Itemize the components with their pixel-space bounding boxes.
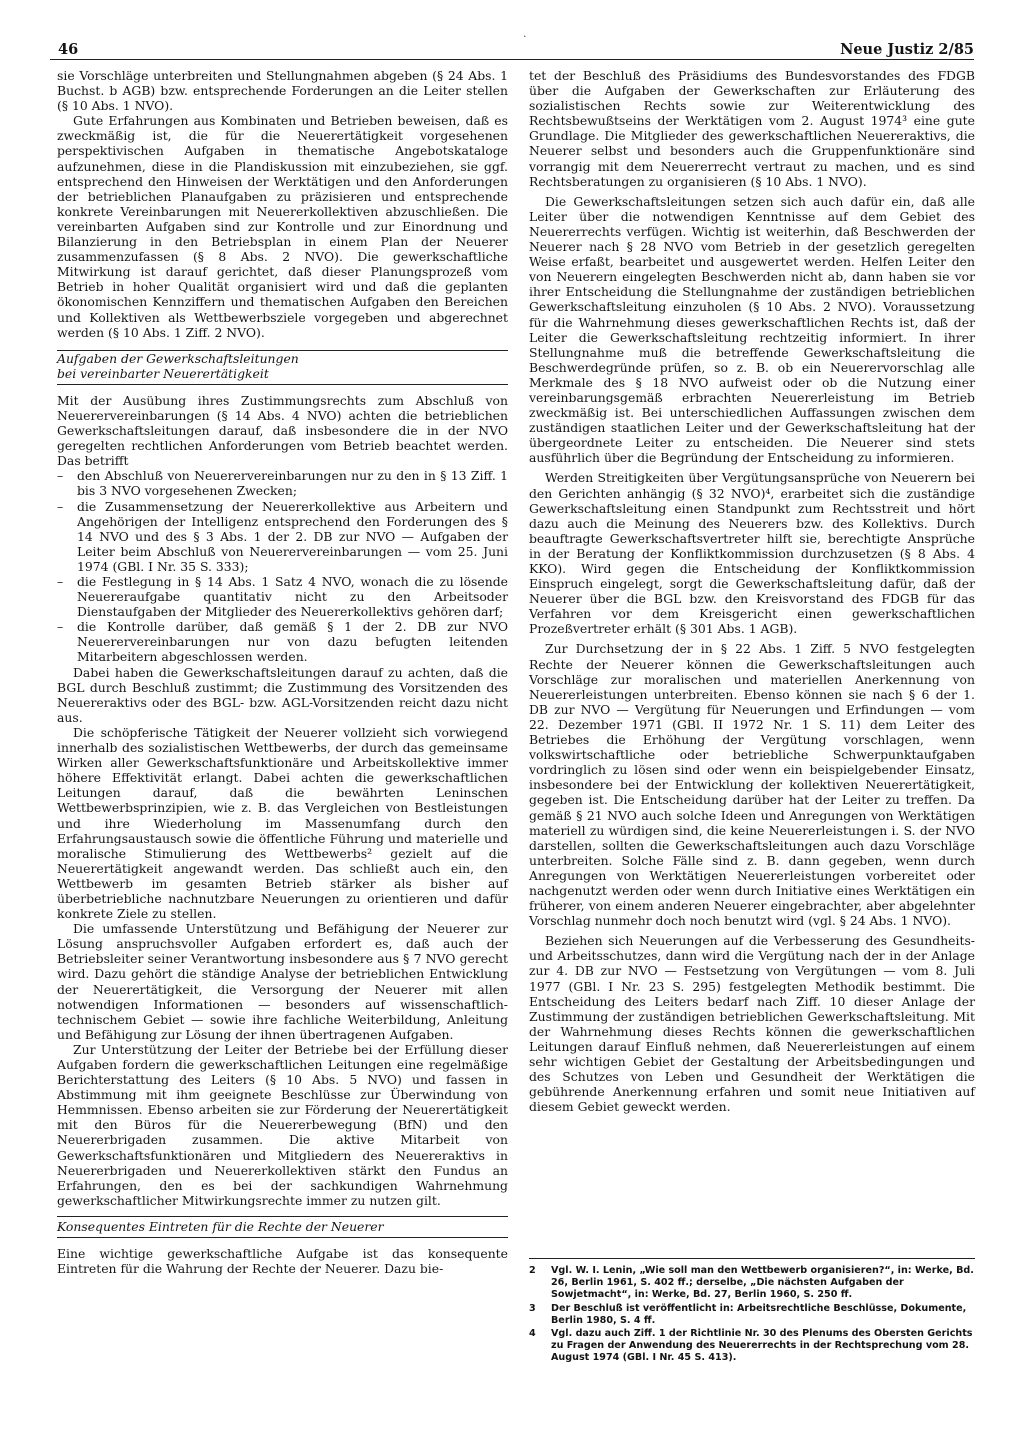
paragraph: Gute Erfahrungen aus Kombinaten und Betrieben beweisen, daß es zweckmäßig ist, die für die Neuerertätigkeit vorgesehenen perspektivischen Aufgaben in thematische Angebotskataloge aufzunehmen, diese in die Plandiskussion mit einzubeziehen, sie ggf. entsprechend den Hinweisen der Werktätigen und den Anforderungen der betrieblichen Planaufgaben zu präzisieren und entsprechende konkrete Vereinbarungen mit Neuererkollektiven abzuschließen. Die vereinbarten Aufgaben sind zur Kontrolle und zur Einordnung und Bilanzierung in den Betriebsplan in einem Plan der Neuerer zusammenzufassen (§ 8 Abs. 2 NVO). Die gewerkschaftliche Mitwirkung ist darauf gerichtet, daß dieser Planungsprozeß vom Betrieb in hoher Qualität organisiert wird und daß die geplanten ökonomischen Kennziffern und thematischen Aufgaben den Bereichen und Kollektiven als Wettbewerbsziele vorgegeben und abgerechnet werden (§ 10 Abs. 1 Ziff. 2 NVO). (57, 113, 508, 340)
paragraph: Dabei haben die Gewerkschaftsleitungen darauf zu achten, daß die BGL durch Beschluß zustimmt; die Zustimmung des Vorsitzenden des Neuereraktivs oder des BGL- bzw. AGL-Vorsitzenden reicht dazu nicht aus. (57, 664, 508, 725)
footnote-number: 4 (529, 1328, 536, 1340)
paragraph: Beziehen sich Neuerungen auf die Verbesserung des Gesundheits- und Arbeitsschutzes, dann wird die Vergütung nach der in der Anlage zur 4. DB zur NVO — Festsetzung von Vergütungen — vom 8. Juli 1977 (GBl. I Nr. 23 S. 295) festgelegten Methodik bestimmt. Die Entscheidung des Leiters bedarf nach Ziff. 10 dieser Anlage der Zustimmung der zuständigen betrieblichen Gewerkschaftsleitung. Mit der Wahrnehmung dieses Rechts können die gewerkschaftlichen Leitungen darauf Einfluß nehmen, daß Neuererleistungen auf einem sehr wichtigen Gebiet der Gestaltung der Arbeitsbedingungen und des Schutzes von Leben und Gesundheit der Werktätigen die gebührende Anerkennung erfahren und somit neue Initiativen auf diesem Gebiet geweckt werden. (529, 933, 975, 1115)
footnote-number: 2 (529, 1265, 536, 1276)
section-heading-line: Aufgaben der Gewerkschaftsleitungen (57, 350, 299, 366)
right-column (529, 68, 975, 1114)
section-heading (57, 350, 508, 385)
footnote-number: 3 (529, 1302, 536, 1314)
paragraph: Zur Unterstützung der Leiter der Betriebe bei der Erfüllung dieser Aufgaben fordern die gewerkschaftlichen Leitungen eine regelmäßige Berichterstattung des Leiters (§ 10 Abs. 5 NVO) und fassen in Abstimmung mit ihm geeignete Beschlüsse zur Überwindung von Hemmnissen. Ebenso arbeiten sie zur Förderung der Neuerertätigkeit mit den Büros für die Neuererbewegung (BfN) und den Neuererbrigaden zusammen. Die aktive Mitarbeit von Gewerkschaftsfunktionären und Mitgliedern des Neuereraktivs in Neuererbrigaden und Neuererkollektiven stärkt den Fundus an Erfahrungen, den es bei der sachkundigen Wahrnehmung gewerkschaftlicher Mitwirkungsrechte immer zu nutzen gilt. (57, 1041, 508, 1208)
footnote-rule (529, 1258, 975, 1259)
list-item: – den Abschluß von Neuerervereinbarungen nur zu den in § 13 Ziff. 1 bis 3 NVO vorgesehenen Zwecken; (57, 468, 508, 498)
page-number: 46 (58, 41, 79, 58)
list-item: – die Festlegung in § 14 Abs. 1 Satz 4 NVO, wonach die zu lösende Neuereraufgabe quantitativ nicht zu den Arbeitsoder Dienstaufgaben der Mitglieder des Neuererkollektivs gehören darf; (57, 574, 508, 619)
list-item: – die Zusammensetzung der Neuererkollektive aus Arbeitern und Angehörigen der Intelligenz entsprechend den Forderungen des § 14 NVO und des § 3 Abs. 1 der 2. DB zur NVO — Aufgaben der Leiter beim Abschluß von Neuerervereinbarungen — vom 25. Juni 1974 (GBl. I Nr. 35 S. 333); (57, 499, 508, 574)
paragraph: tet der Beschluß des Präsidiums des Bundesvorstandes des FDGB über die Aufgaben der Gewerkschaften zur Erläuterung des sozialistischen Rechts sowie zur Weiterentwicklung des Rechtsbewußtseins der Werktätigen vom 2. August 1974³ eine gute Grundlage. Die Mitglieder des gewerkschaftlichen Neuereraktivs, die Neuerer selbst und besonders auch die Gruppenfunktionäre sind vorrangig mit dem Neuererrecht vertraut zu machen, und es sind Rechtsberatungen zu organisieren (§ 10 Abs. 1 NVO). (529, 68, 975, 189)
footnote-text: Vgl. dazu auch Ziff. 1 der Richtlinie Nr. 30 des Plenums des Obersten Gerichts zu Fragen der Anwendung des Neuererrechts in der Rechtsprechung vom 28. August 1974 (GBl. I Nr. 45 S. 413). (551, 1328, 973, 1364)
section-heading (57, 1216, 508, 1238)
requirements-list (57, 468, 508, 664)
footnotes (529, 1265, 975, 1366)
paragraph: sie Vorschläge unterbreiten und Stellungnahmen abgeben (§ 24 Abs. 1 Buchst. b AGB) bzw. entsprechende Forderungen an die Leiter stellen (§ 10 Abs. 1 NVO). (57, 68, 508, 114)
paragraph: Die umfassende Unterstützung und Befähigung der Neuerer zur Lösung anspruchsvoller Aufgaben erfordert es, daß auch der Betriebsleiter seiner Verantwortung insbesondere aus § 7 NVO gerecht wird. Dazu gehört die ständige Analyse der betrieblichen Entwicklung der Neuerertätigkeit, die Versorgung der Neuerer mit allen notwendigen Informationen — besonders auf wissenschaftlich-technischem Gebiet — sowie ihre fachliche Weiterbildung, Anleitung und Befähigung zur Lösung der ihnen übertragenen Aufgaben. (57, 921, 508, 1042)
footnote (529, 1265, 975, 1302)
paragraph: Eine wichtige gewerkschaftliche Aufgabe ist das konsequente Eintreten für die Wahrung der Rechte der Neuerer. Dazu bie- (57, 1246, 508, 1277)
paragraph: Zur Durchsetzung der in § 22 Abs. 1 Ziff. 5 NVO festgelegten Rechte der Neuerer können die Gewerkschaftsleitungen auch Vorschläge zur moralischen und materiellen Anerkennung von Neuererleistungen unterbreiten. Ebenso können sie nach § 6 der 1. DB zur NVO — Vergütung für Neuerungen und Erfindungen — vom 22. Dezember 1971 (GBl. II 1972 Nr. 1 S. 11) dem Leiter des Betriebes die Erhöhung der Vergütung vorschlagen, wenn volkswirtschaftliche oder betriebliche Schwerpunktaufgaben vordringlich zu lösen sind oder wenn ein beispielgebender Einsatz, insbesondere bei der Entwicklung der kollektiven Neuerertätigkeit, gegeben ist. Die Entscheidung darüber hat der Leiter zu treffen. Da gemäß § 21 NVO auch solche Ideen und Anregungen von Werktätigen materiell zu würdigen sind, die keine Neuererleistungen i. S. der NVO darstellen, sollten die Gewerkschaftsleitungen auch dazu Vorschläge unterbreiten. Solche Fälle sind z. B. dann gegeben, wenn durch Anregungen von Werktätigen Neuererleistungen vorbereitet oder nachgenutzt werden oder wenn durch Initiative eines Werktätigen ein früherer, von einem anderen Neuerer eingebrachter, aber abgelehnter Vorschlag nunmehr doch noch benutzt wird (vgl. § 24 Abs. 1 NVO). (529, 641, 975, 929)
footnote-text: Der Beschluß ist veröffentlicht in: Arbeitsrechtliche Beschlüsse, Dokumente, Berlin 1980, S. 4 ff. (551, 1302, 967, 1326)
page-header (50, 35, 974, 59)
section-heading-line: bei vereinbarter Neuerertätigkeit (57, 365, 269, 381)
left-column (57, 68, 508, 1276)
list-item: – die Kontrolle darüber, daß gemäß § 1 der 2. DB zur NVO Neuerervereinbarungen nur von dazu befugten leitenden Mitarbeitern abgeschlossen werden. (57, 619, 508, 664)
section-heading-line: Konsequentes Eintreten für die Rechte der Neuerer (57, 1218, 384, 1234)
footnote-text: Vgl. W. I. Lenin, „Wie soll man den Wettbewerb organisieren?“, in: Werke, Bd. 26, Berlin 1961, S. 402 ff.; derselbe, „Die nächsten Aufgaben der Sowjetmacht“, in: Werke, Bd. 27, Berlin 1960, S. 250 ff. (551, 1265, 974, 1301)
paragraph: Die schöpferische Tätigkeit der Neuerer vollzieht sich vorwiegend innerhalb des sozialistischen Wettbewerbs, der durch das gemeinsame Wirken aller Gewerkschaftsfunktionäre und Arbeitskollektive immer höhere Effektivität erlangt. Dabei achten die gewerkschaftlichen Leitungen darauf, daß die bewährten Leninschen Wettbewerbsprinzipien, wie z. B. das Vergleichen von Bestleistungen und ihre Wiederholung im Massenumfang durch den Erfahrungsaustausch sowie die öffentliche Führung und materielle und moralische Stimulierung des Wettbewerbs² gezielt auf die Neuerertätigkeit angewandt werden. Das schließt auch ein, den Wettbewerb im gesamten Betrieb stärker als bisher auf überbetriebliche nachnutzbare Neuerungen zu orientieren und dafür konkrete Ziele zu stellen. (57, 724, 508, 922)
paragraph: Mit der Ausübung ihres Zustimmungsrechts zum Abschluß von Neuerervereinbarungen (§ 14 Abs. 4 NVO) achten die betrieblichen Gewerkschaftsleitungen darauf, daß insbesondere die in der NVO geregelten rechtlichen Anforderungen vom Betrieb beachtet werden. Das betrifft (57, 392, 508, 469)
paragraph: Die Gewerkschaftsleitungen setzen sich auch dafür ein, daß alle Leiter über die notwendigen Kenntnisse auf dem Gebiet des Neuererrechts verfügen. Wichtig ist weiterhin, daß Beschwerden der Neuerer nach § 28 NVO vom Betrieb in der gesetzlich geregelten Weise erfaßt, bearbeitet und ausgewertet werden. Helfen Leiter den von Neuerern eingelegten Beschwerden nicht ab, dann haben sie vor ihrer Entscheidung die Stellungnahme der zuständigen betrieblichen Gewerkschaftsleitung einzuholen (§ 10 Abs. 2 NVO). Voraussetzung für die Wahrnehmung dieses gewerkschaftlichen Rechts ist, daß der Leiter die Gewerkschaftsleitung rechtzeitig informiert. In ihrer Stellungnahme muß die betreffende Gewerkschaftsleitung die Beschwerdegründe prüfen, so z. B. ob ein Neuerervorschlag alle Merkmale des § 18 NVO aufweist oder ob die Nutzung einer vereinbarungsgemäß erbrachten Neuererleistung im Betrieb zweckmäßig ist. Bei unterschiedlichen Auffassungen zwischen dem zuständigen staatlichen Leiter und der Gewerkschaftsleitung hat der übergeordnete Leiter zu entscheiden. Die Neuerer sind stets ausführlich über die Begründung der Entscheidung zu informieren. (529, 193, 975, 466)
header-rule (50, 59, 974, 60)
footnote (529, 1303, 975, 1327)
page-marker: · (523, 30, 527, 43)
footnote (529, 1328, 975, 1365)
journal-title: Neue Justiz 2/85 (840, 41, 974, 58)
paragraph: Werden Streitigkeiten über Vergütungsansprüche von Neuerern bei den Gerichten anhängig (§ 32 NVO)⁴, erarbeitet sich die zuständige Gewerkschaftsleitung einen Standpunkt zum Rechtsstreit und hört dazu auch die Meinung des Neuerers bzw. des Kollektivs. Durch beauftragte Gewerkschaftsvertreter hilft sie, berechtigte Ansprüche in der Beratung der Konfliktkommission durchzusetzen (§ 8 Abs. 4 KKO). Wird gegen die Entscheidung der Konfliktkommission Einspruch eingelegt, sorgt die Gewerkschaftsleitung dafür, daß der Neuerer über die BGL bzw. den Kreisvorstand des FDGB für das Verfahren vor dem Kreisgericht einen gewerkschaftlichen Prozeßvertreter erhält (§ 301 Abs. 1 AGB). (529, 470, 975, 637)
